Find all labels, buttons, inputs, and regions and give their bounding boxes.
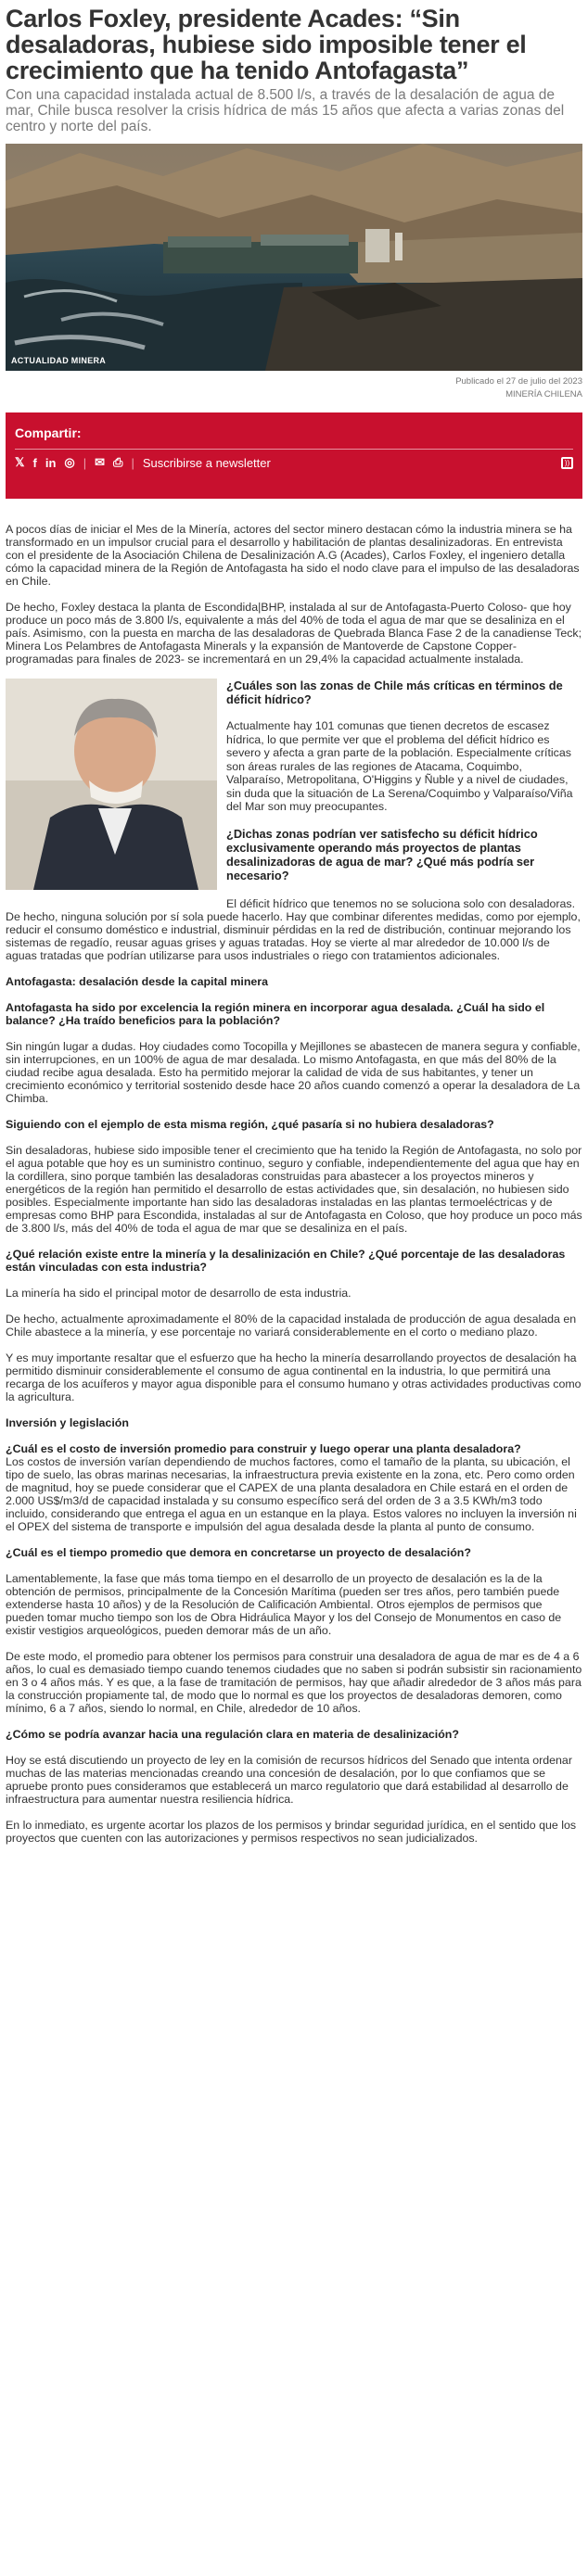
answer-paragraph: Hoy se está discutiendo un proyecto de ley en la comisión de recursos hídricos del Senado que intenta ordenar muchas de las materias mencionadas creando una concesión de desalación, por lo que confiamos que se apruebe pronto pues consideramos que establecerá un marco regulatorio que dará estabilidad al desarrollo de infraestructura para aumentar nuestra resiliencia hídrica. [6,1753,572,1806]
answer-paragraph: En lo inmediato, es urgente acortar los plazos de los permisos y brindar seguridad jurídica, en el sentido que los proyectos que cuenten con las autorizaciones y permisos respectivos no sean judicializados. [6,1818,577,1845]
source-label: MINERÍA CHILENA [505,389,582,400]
twitter-icon[interactable]: 𝕏 [15,455,25,469]
portrait-photo [6,679,217,890]
question-heading: ¿Dichas zonas podrían ver satisfecho su déficit hídrico exclusivamente operando más proyectos de plantas desalinizadoras de agua de mar? ¿Qué más podría ser necesario? [226,826,538,882]
answer-paragraph: Actualmente hay 101 comunas que tienen decretos de escasez hídrica, lo que permite ver que el problema del déficit hídrico es severo y afecta a gran parte de la población. Especialmente críticas son áreas rurales de las regiones de Atacama, Coquimbo, Valparaíso, Metropolitana, O'Higgins y Ñuble y a nivel de ciudades, sin duda que la situación de La Serena/Coquimbo y Valparaíso/Viña del Mar son muy preocupantes. [226,719,573,813]
question-heading: ¿Qué relación existe entre la minería y la desalinización en Chile? ¿Qué porcentaje de las desaladoras están vinculadas con esta industria? [6,1247,566,1274]
paragraph: De hecho, Foxley destaca la planta de Escondida|BHP, instalada al sur de Antofagasta-Puerto Coloso- que hoy produce un poco más de 3.800 l/s, equivalente a más del 40% de toda el agua de mar que se desaliniza en el país. Asimismo, con la puesta en marcha de las desaladoras de Quebrada Blanca Fase 2 de la canadiense Teck; Minera Los Pelambres de Antofagasta Minerals y la expansión de Mantoverde de Capstone Copper- programadas para finales de 2023- se incrementará en un 29,4% la capacidad actualmente instalada. [6,601,582,666]
answer-paragraph: Sin desaladoras, hubiese sido imposible tener el crecimiento que ha tenido la Región de Antofagasta, no solo por el agua potable que hoy es un suministro continuo, seguro y confiable, independientemente del agua que hay en la cordillera, sino porque también las desaladoras construidas para abastecer a los proyectos mineros y energéticos de la región han permitido el desarrollo de estas actividades que, sin desalación, no hubiesen sido posibles. Especialmente importante han sido las desaladoras instaladas en las plantas termoeléctricas y de empresas como BHP para Escondida, instaladas al sur de Antofagasta en Coloso, que hoy produce un poco más de 3.800 l/s, más del 40% de toda el agua de mar que se desaliniza en el país. [6,1143,582,1235]
share-divider [15,449,573,450]
print-icon[interactable]: ⎙ [113,455,123,469]
interview-figure-row [6,679,582,895]
interview-side-column [226,679,582,895]
question-heading: ¿Cuál es el tiempo promedio que demora en concretarse un proyecto de desalación? [6,1545,471,1559]
subtitle: Con una capacidad instalada actual de 8.500 l/s, a través de la desalación de agua de mar, Chile busca resolver la crisis hídrica de más 15 años que afecta a varias zonas del centro y norte del país. [6,87,565,134]
article-meta [6,375,582,401]
hero-category-tag: ACTUALIDAD MINERA [11,356,107,365]
question-heading: Antofagasta ha sido por excelencia la región minera en incorporar agua desalada. ¿Cuál ha sido el balance? ¿Ha traído beneficios para la población? [6,1000,545,1027]
rss-icon[interactable]: )) [561,457,573,469]
question-heading: Siguiendo con el ejemplo de esta misma región, ¿qué pasaría si no hubiera desaladoras? [6,1117,494,1131]
paragraph: A pocos días de iniciar el Mes de la Minería, actores del sector minero destacan cómo la industria minera se ha transformado en un impulsor crucial para el desarrollo y habilitación de plantas desalinizadoras. En entrevista con el presidente de la Asociación Chilena de Desalinización A.G (Acades), Carlos Foxley, el ingeniero detalla cómo la capacidad minera de la Región de Antofagasta ha sido el nodo clave para el impulso de las desaladoras en Chile. [6,523,580,588]
whatsapp-icon[interactable]: ◎ [64,455,75,469]
answer-paragraph: De hecho, actualmente aproximadamente el 80% de la capacidad instalada de producción de agua desalada en Chile abastece a la minería, y ese porcentaje no variará considerablemente en el corto o mediano plazo. [6,1312,577,1339]
share-bar [6,412,582,499]
hero-image [6,144,582,371]
share-separator: | [131,455,134,470]
answer-paragraph: El déficit hídrico que tenemos no se soluciona solo con desaladoras. De hecho, ninguna solución por sí sola puede hacerlo. Hay que combinar diferentes medidas, como por ejemplo, reducir el consumo doméstico e industrial, disminuir pérdidas en la red de distribución, continuar mejorando los sistemas de regadío, reusar aguas grises y aguas tratadas. Hoy se vierte al mar alrededor de 10.000 l/s de aguas tratadas que podrían utilizarse para usos industriales o riego con tratamientos adicionales. [6,896,581,962]
answer-paragraph: Lamentablemente, la fase que más toma tiempo en el desarrollo de un proyecto de desalación es la de la obtención de permisos, principalmente de la Concesión Marítima (pueden ser tres años, pero también puede extenderse hasta 10 años) y de la Resolución de Calificación Ambiental. Otros ejemplos de permisos que pueden tomar mucho tiempo son los de Obra Hidráulica Mayor y los del Consejo de Monumentos en caso de existir vestigios arqueológicos, pueden demorar más de un año. [6,1571,562,1637]
article-body [6,523,582,1845]
answer-paragraph: Y es muy importante resaltar que el esfuerzo que ha hecho la minería desarrollando proyectos de desalación ha permitido disminuir considerablemente el consumo de agua continental en la industria, lo que permitirá una recarga de los acuíferos y mayor agua disponible para el consumo humano y otras actividades productivas como la agricultura. [6,1351,582,1403]
headline: Carlos Foxley, presidente Acades: “Sin desaladoras, hubiese sido imposible tener el crecimiento que ha tenido Antofagasta” [6,5,527,84]
share-title: Compartir: [15,425,82,440]
answer-paragraph: De este modo, el promedio para obtener los permisos para construir una desaladora de agua de mar es de 4 a 6 años, lo cual es demasiado tiempo cuando tenemos ciudades que no saben si podrán subsistir sin racionamiento en 3 o 4 años más. Y es que, a la fase de tramitación de permisos, hay que añadir alrededor de 3 años más para la construcción propiamente tal, de modo que lo normal es que los proyectos de desaladoras demoren, como mínimo, 6 a 7 años, siendo lo normal, en Chile, alrededor de 10 años. [6,1649,582,1715]
share-separator: | [83,455,87,470]
share-actions [15,455,573,470]
question-heading: ¿Cuál es el costo de inversión promedio para construir y luego operar una planta desaladora? [6,1441,521,1455]
answer-paragraph: Sin ningún lugar a dudas. Hoy ciudades como Tocopilla y Mejillones se abastecen de manera segura y confiable, sin interrupciones, en un 100% de agua de mar desalada. Lo mismo Antofagasta, en que más del 80% de la ciudad recibe agua desalada. Esto ha permitido mejorar la calidad de vida de sus habitantes, y tener un crecimiento económico y territorial sostenido desde hace 20 años cuando comenzó a operar la desaladora de La Chimba. [6,1039,581,1105]
section-heading: Inversión y legislación [6,1415,129,1429]
email-icon[interactable]: ✉ [95,455,106,469]
section-heading: Antofagasta: desalación desde la capital minera [6,974,269,988]
publish-date: Publicado el 27 de julio del 2023 [455,376,582,387]
answer-paragraph: La minería ha sido el principal motor de desarrollo de esta industria. [6,1286,352,1300]
question-heading: ¿Cuáles son las zonas de Chile más críticas en términos de déficit hídrico? [226,679,563,706]
carlos-foxley-portrait [6,679,217,890]
desalination-plant-photo [6,144,582,371]
answer-paragraph: Los costos de inversión varían dependiendo de muchos factores, como el tamaño de la planta, su ubicación, el tipo de suelo, las obras marinas necesarias, la infraestructura previa existente en la zona, etc. Pero como orden de magnitud, hoy se puede considerar que el CAPEX de una planta desaladora en Chile estará en el orden de 2.000 US$/m3/d de capacidad instalada y su consumo específico será del orden de 3 a 3.5 KWh/m3 todo incluido, considerando que entrega el agua en un estanque en la playa. Estos valores no incluyen la inversión ni el OPEX del sistema de transporte e impulsión del agua desalada desde la planta al punto de consumo. [6,1454,577,1533]
linkedin-icon[interactable]: in [45,455,57,470]
question-heading: ¿Cómo se podría avanzar hacia una regulación clara en materia de desalinización? [6,1727,459,1741]
subscribe-newsletter-link[interactable]: Suscribirse a newsletter [142,455,271,470]
facebook-icon[interactable]: f [32,455,37,470]
